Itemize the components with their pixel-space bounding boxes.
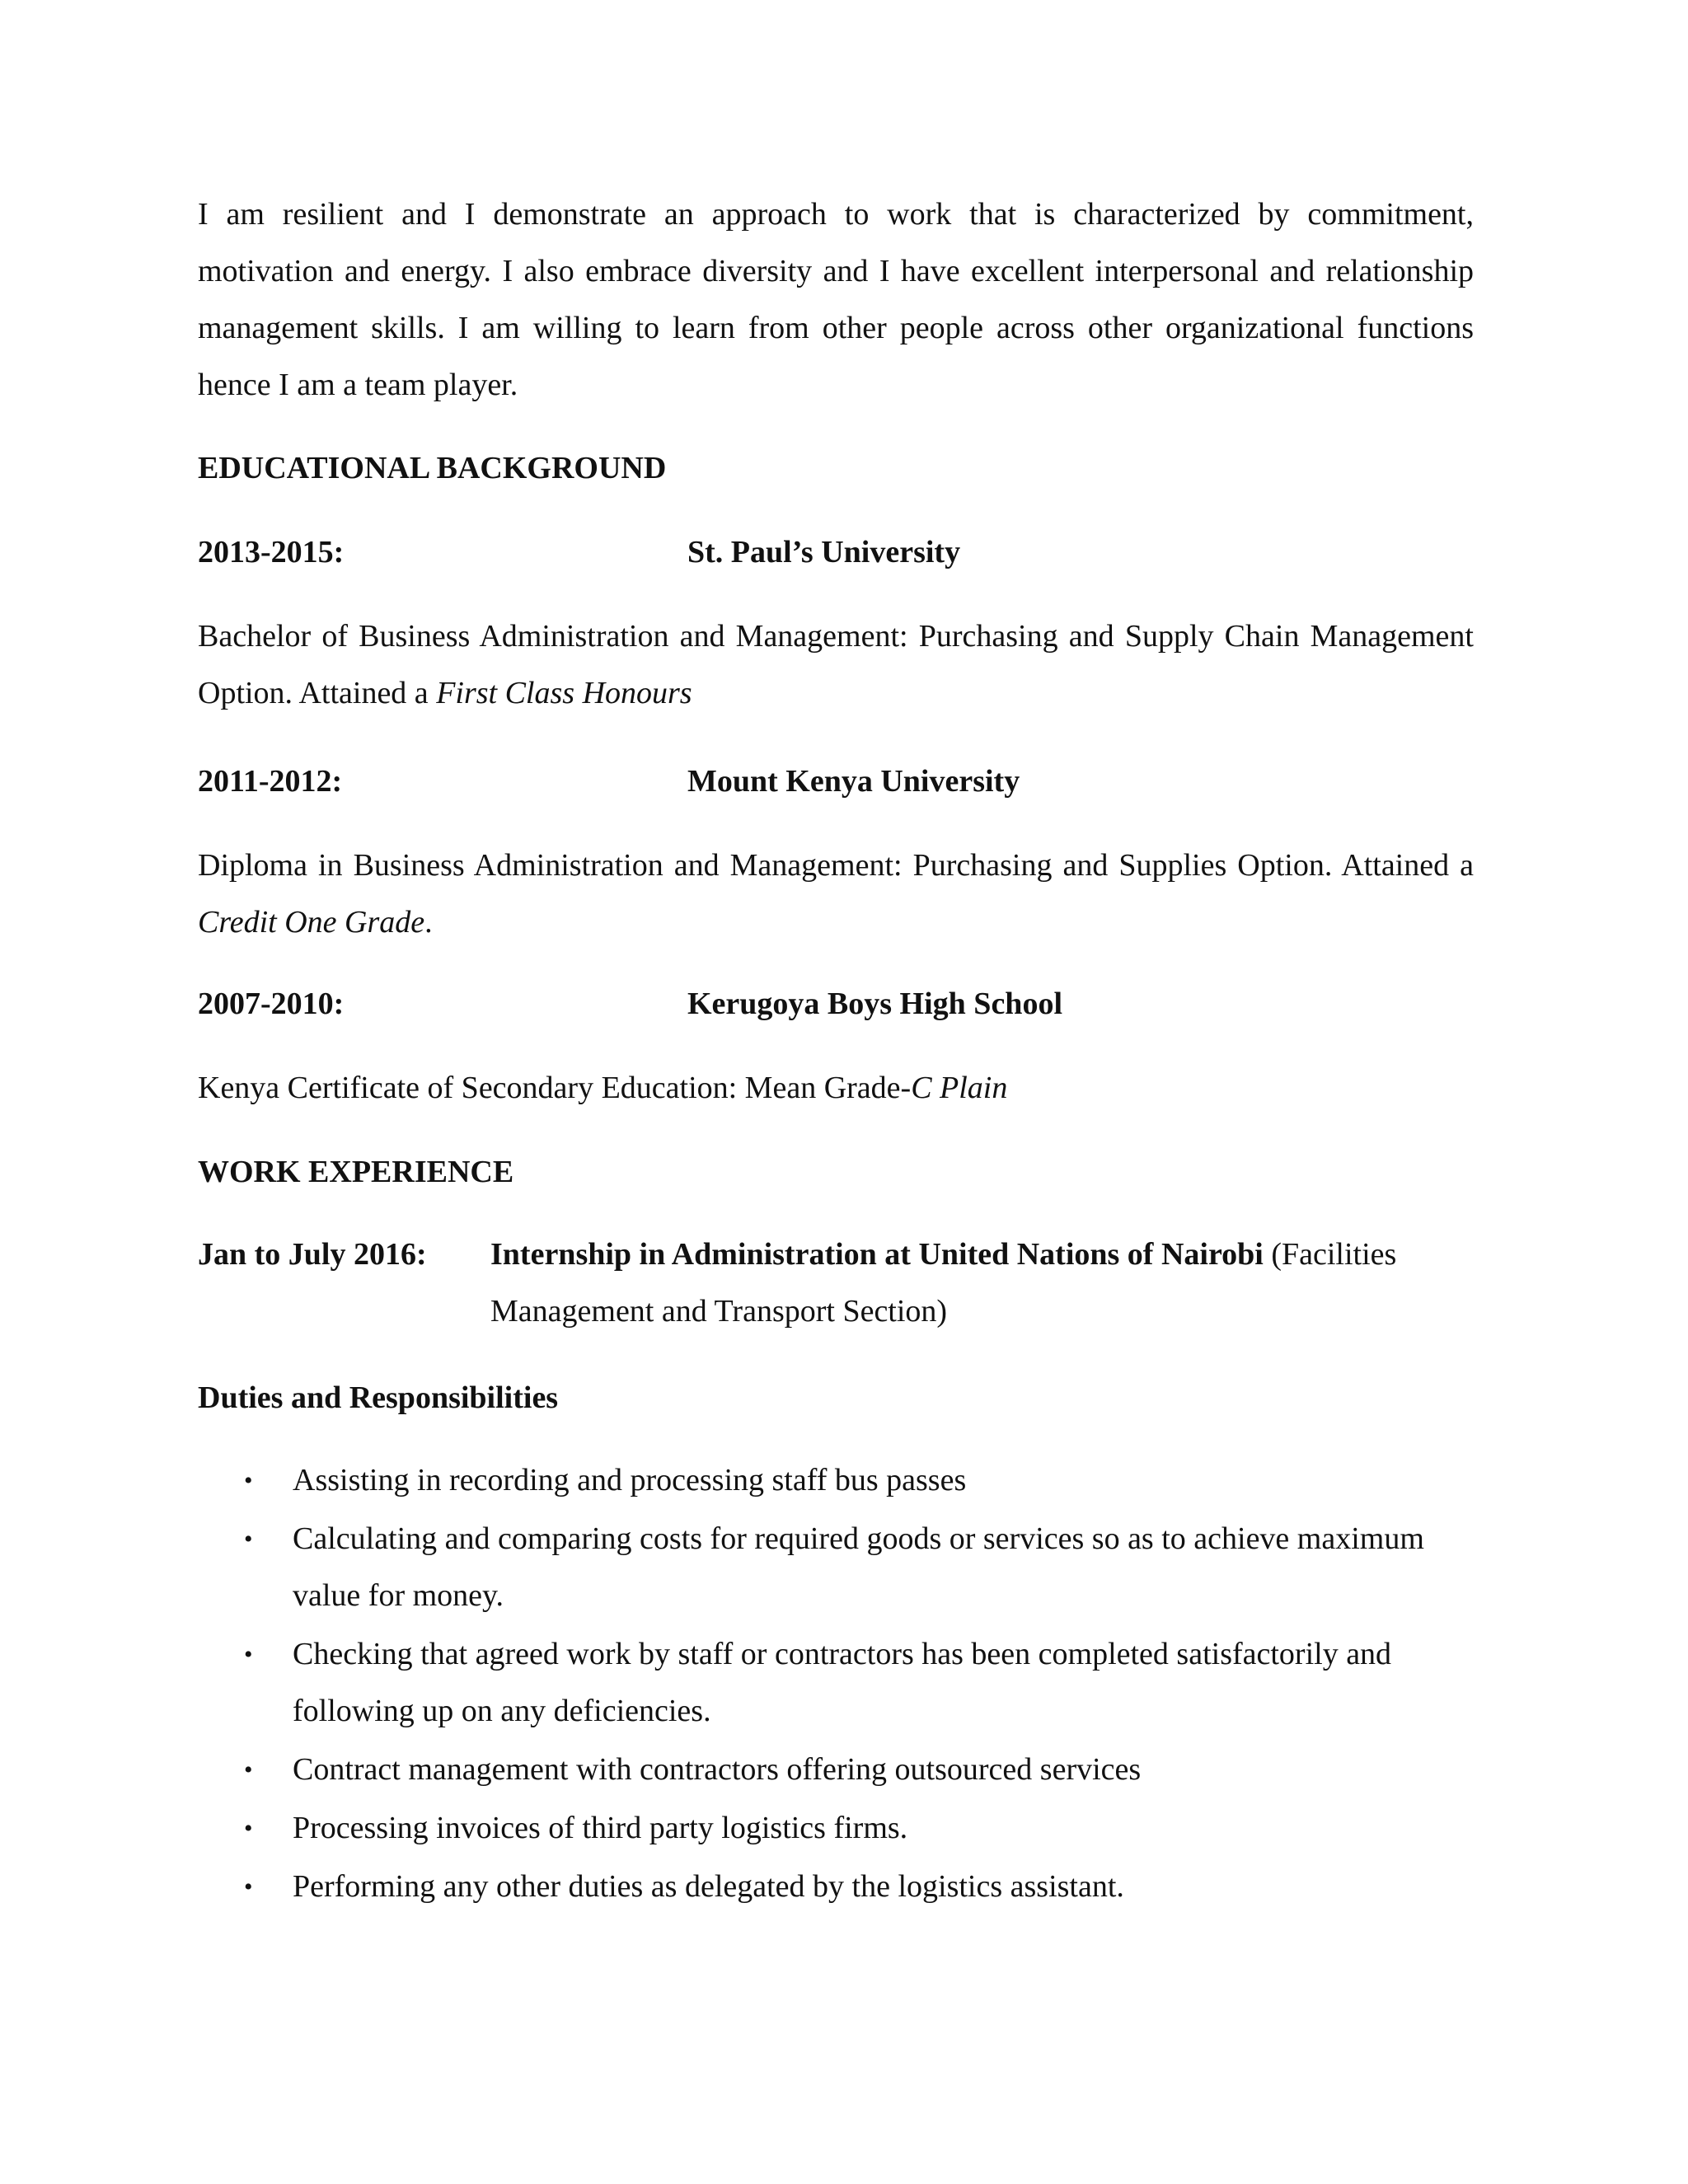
duty-item [198,1741,1474,1798]
bullet-icon: • [244,1641,253,1668]
duty-text: Assisting in recording and processing staff bus passes [293,1463,967,1497]
duties-heading: Duties and Responsibilities [198,1380,559,1415]
education-entry-2-detail-end: . [424,905,433,940]
education-entry-3-header [198,983,1474,1024]
education-entry-3-years: 2007-2010: [198,987,345,1021]
duty-item [198,1800,1474,1857]
work-heading: WORK EXPERIENCE [198,1155,514,1189]
duties-list [198,1452,1474,1917]
duty-text: Contract management with contractors offering outsourced services [293,1752,1142,1787]
education-entry-1-years: 2013-2015: [198,535,345,569]
education-entry-2-years: 2011-2012: [198,764,343,799]
work-role-section: (Facilities Management and Transport Section) [490,1237,1397,1329]
education-entry-3-institution: Kerugoya Boys High School [687,987,1062,1021]
education-entry-3-detail [198,1060,1474,1117]
duty-item [198,1858,1474,1915]
education-entry-2-header [198,761,1474,802]
summary-paragraph: I am resilient and I demonstrate an approach to work that is characterized by commitment, motivation and energy. I also embrace diversity and I have excellent interpersonal and relationship management skills. I am willing to learn from other people across other organizational functions hence I am a team player. [198,197,1474,402]
education-entry-2-detail-text: Diploma in Business Administration and Management: Purchasing and Supplies Option. Attained a [198,848,1474,883]
duty-text: Processing invoices of third party logistics firms. [293,1811,908,1845]
work-period: Jan to July 2016: [198,1237,427,1272]
work-entry [198,1226,1474,1342]
duty-text: Calculating and comparing costs for required goods or services so as to achieve maximum value for money. [293,1521,1424,1613]
bullet-icon: • [244,1815,253,1842]
duty-text: Performing any other duties as delegated by the logistics assistant. [293,1869,1124,1904]
education-entry-3-grade: C Plain [911,1071,1008,1105]
duty-item [198,1626,1474,1740]
bullet-icon: • [244,1873,253,1900]
education-entry-1-institution: St. Paul’s University [687,535,961,569]
bullet-icon: • [244,1467,253,1494]
education-heading: EDUCATIONAL BACKGROUND [198,451,667,485]
duty-item [198,1452,1474,1509]
education-entry-1-detail-text: Bachelor of Business Administration and Management: Purchasing and Supply Chain Management Option. Attained a [198,619,1474,710]
education-entry-1-grade: First Class Honours [436,676,692,710]
education-entry-2-grade: Credit One Grade [198,905,425,940]
bullet-icon: • [244,1526,253,1553]
duty-item [198,1511,1474,1624]
education-entry-3-detail-text: Kenya Certificate of Secondary Education: Mean Grade- [198,1071,912,1105]
work-role [490,1226,1474,1340]
education-entry-1-detail [198,608,1474,722]
duty-text: Checking that agreed work by staff or contractors has been completed satisfactorily and following up on any deficiencies. [293,1637,1392,1728]
education-entry-2-detail [198,837,1474,951]
work-role-title: Internship in Administration at United Nations of Nairobi [490,1237,1264,1272]
education-entry-1-header [198,532,1474,573]
bullet-icon: • [244,1756,253,1783]
education-entry-2-institution: Mount Kenya University [687,764,1020,799]
